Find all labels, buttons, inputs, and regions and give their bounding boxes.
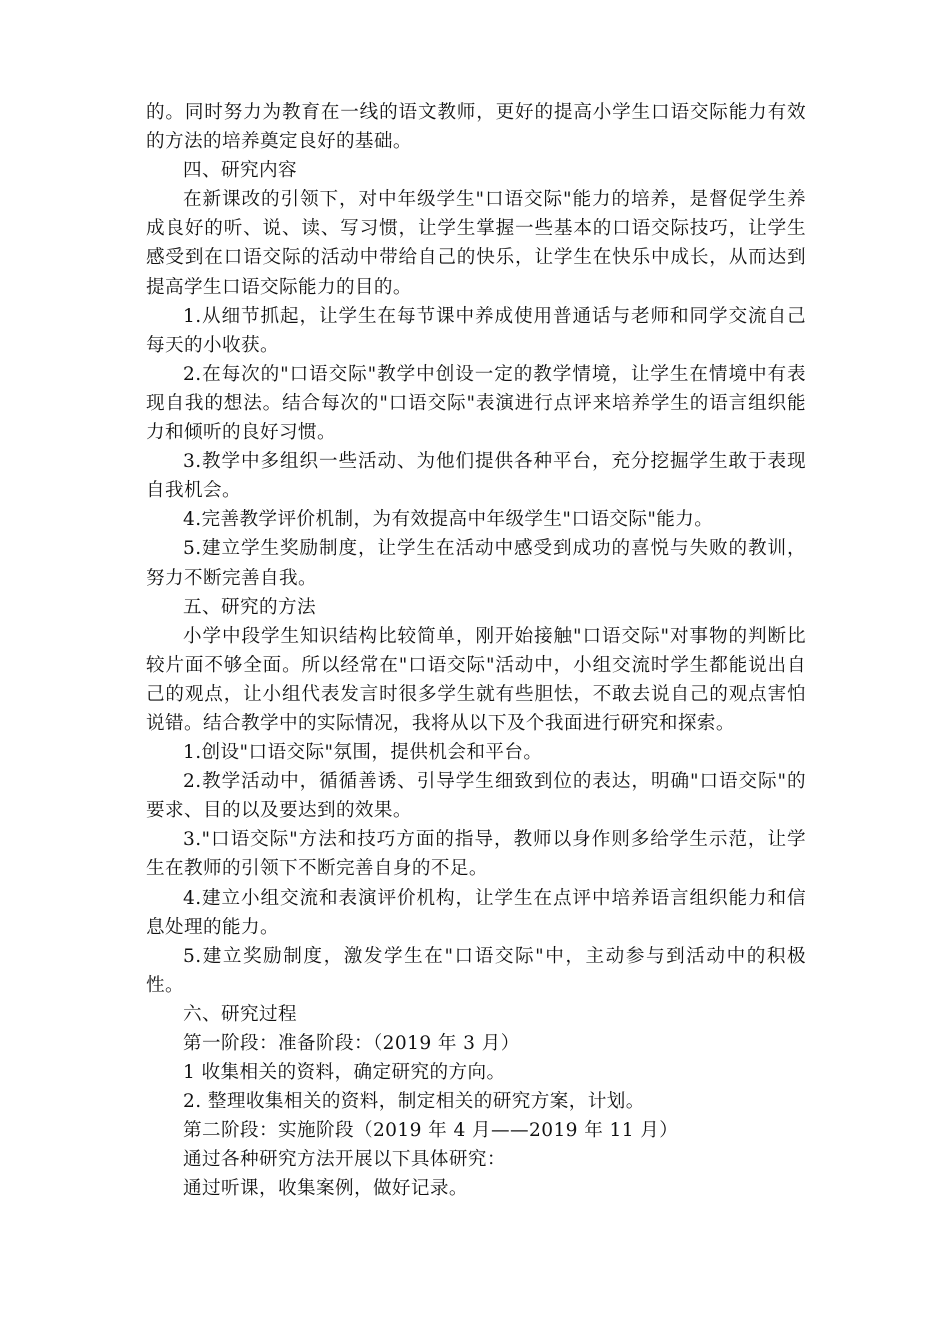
- list-item: 3."口语交际"方法和技巧方面的指导，教师以身作则多给学生示范，让学生在教师的引领下不断完善自身的不足。: [146, 829, 806, 880]
- list-item: 2.教学活动中，循循善诱、引导学生细致到位的表达，明确"口语交际"的要求、目的以及要达到的效果。: [146, 771, 806, 822]
- section-heading-research-content: 四、研究内容: [183, 160, 297, 182]
- stage-heading: 第二阶段：实施阶段（2019 年 4 月——2019 年 11 月）: [183, 1120, 679, 1142]
- section-heading-research-methods: 五、研究的方法: [183, 596, 316, 618]
- list-item: 2.在每次的"口语交际"教学中创设一定的教学情境，让学生在情境中有表现自我的想法。结合每次的"口语交际"表演进行点评来培养学生的语言组织能力和倾听的良好习惯。: [146, 363, 806, 444]
- list-item: 5.建立学生奖励制度，让学生在活动中感受到成功的喜悦与失败的教训，努力不断完善自我。: [146, 538, 806, 589]
- document-body: [146, 98, 806, 1204]
- paragraph: 通过各种研究方法开展以下具体研究：: [183, 1149, 506, 1171]
- list-item: 2. 整理收集相关的资料，制定相关的研究方案，计划。: [183, 1091, 645, 1113]
- paragraph: 通过听课，收集案例，做好记录。: [183, 1178, 468, 1200]
- paragraph-continuation: 的。同时努力为教育在一线的语文教师，更好的提高小学生口语交际能力有效的方法的培养奠定良好的基础。: [146, 102, 806, 153]
- list-item: 1 收集相关的资料，确定研究的方向。: [183, 1062, 506, 1084]
- paragraph: 在新课改的引领下，对中年级学生"口语交际"能力的培养，是督促学生养成良好的听、说、读、写习惯，让学生掌握一些基本的口语交际技巧，让学生感受到在口语交际的活动中带给自己的快乐，让学生在快乐中成长，从而达到提高学生口语交际能力的目的。: [146, 189, 806, 298]
- list-item: 1.创设"口语交际"氛围，提供机会和平台。: [183, 742, 543, 764]
- list-item: 4.建立小组交流和表演评价机构，让学生在点评中培养语言组织能力和信息处理的能力。: [146, 887, 806, 938]
- list-item: 5.建立奖励制度，激发学生在"口语交际"中，主动参与到活动中的积极性。: [146, 945, 806, 996]
- section-heading-research-process: 六、研究过程: [183, 1003, 297, 1025]
- stage-heading: 第一阶段：准备阶段：（2019 年 3 月）: [183, 1033, 520, 1054]
- list-item: 1.从细节抓起，让学生在每节课中养成使用普通话与老师和同学交流自己每天的小收获。: [146, 305, 806, 356]
- list-item: 3.教学中多组织一些活动、为他们提供各种平台，充分挖掘学生敢于表现自我机会。: [146, 451, 806, 502]
- paragraph: 小学中段学生知识结构比较简单，刚开始接触"口语交际"对事物的判断比较片面不够全面。所以经常在"口语交际"活动中，小组交流时学生都能说出自己的观点，让小组代表发言时很多学生就有些胆怯，不敢去说自己的观点害怕说错。结合教学中的实际情况，我将从以下及个我面进行研究和探索。: [146, 625, 806, 734]
- list-item: 4.完善教学评价机制，为有效提高中年级学生"口语交际"能力。: [183, 509, 714, 531]
